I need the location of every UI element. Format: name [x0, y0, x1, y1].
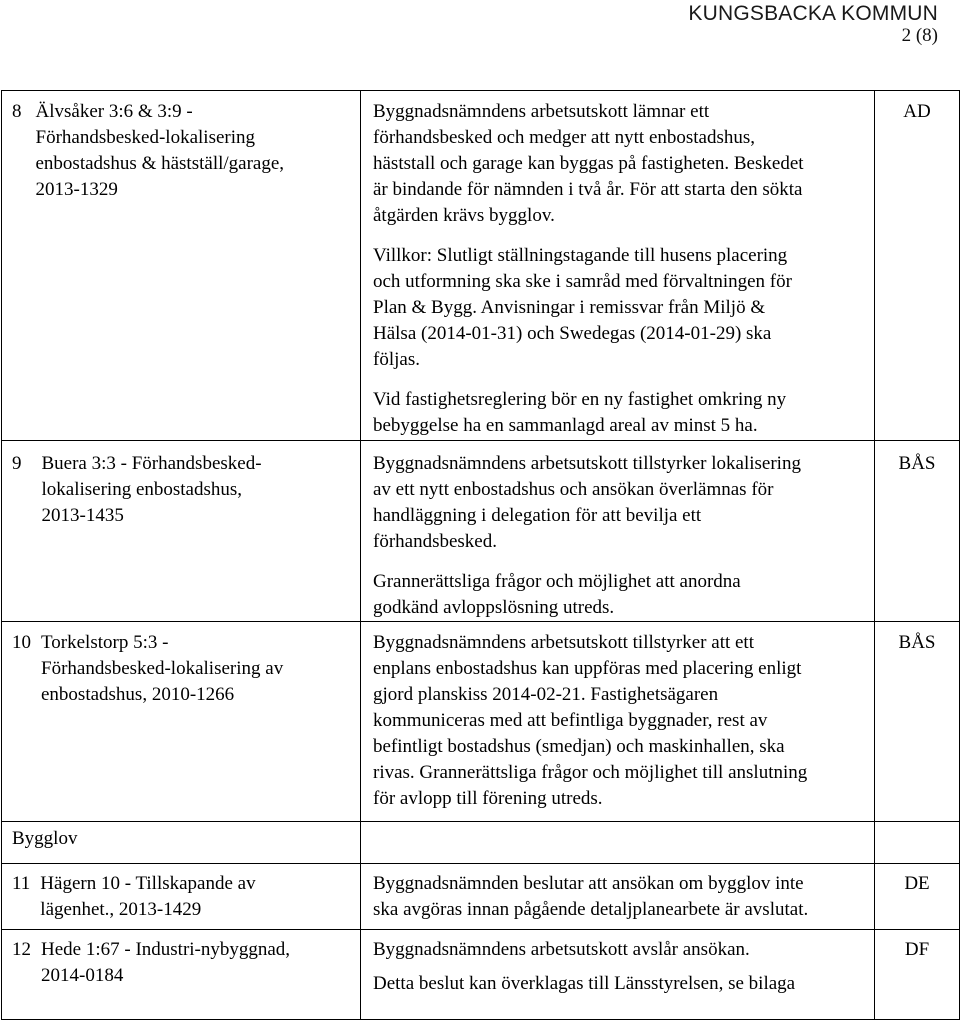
table-row	[2, 441, 960, 622]
item-title: Älvsåker 3:6 & 3:9 - Förhandsbesked-lokalisering enbostadshus & hästställ/garage, 2013-1329	[35, 101, 285, 200]
page-number: 2 (8)	[901, 25, 938, 46]
table-row	[2, 91, 960, 441]
decision-text	[361, 871, 874, 923]
responsible-initials: BÅS	[898, 632, 936, 653]
item-title: Torkelstorp 5:3 - Förhandsbesked-lokalisering av enbostadshus, 2010-1266	[41, 632, 284, 705]
item-title-cell	[2, 99, 360, 203]
decision-text	[361, 630, 874, 812]
decision-paragraph: Grannerättsliga frågor och möjlighet att anordna godkänd avloppslösning utreds.	[373, 571, 741, 618]
table-row	[2, 864, 960, 930]
responsible-initials: DE	[904, 873, 930, 894]
item-title: Hede 1:67 - Industri-nybyggnad, 2014-0184	[41, 939, 291, 986]
item-title-cell	[2, 630, 360, 708]
decision-paragraph: Byggnadsnämnden beslutar att ansökan om bygglov inte ska avgöras innan pågående detaljplanearbete är avslutat.	[373, 873, 809, 920]
decision-paragraph: Byggnadsnämndens arbetsutskott avslår ansökan.	[373, 939, 750, 960]
item-title: Hägern 10 - Tillskapande av lägenhet., 2013-1429	[40, 873, 256, 920]
decision-paragraph: Vid fastighetsreglering bör en ny fastighet omkring ny bebyggelse ha en sammanlagd areal av minst 5 ha.	[373, 389, 787, 436]
organization-name: KUNGSBACKA KOMMUN	[688, 2, 938, 25]
item-number: 11	[12, 873, 31, 894]
item-title-cell	[2, 451, 360, 529]
decision-paragraph: Byggnadsnämndens arbetsutskott tillstyrker lokalisering av ett nytt enbostadshus och ansökan överlämnas för handläggning i delegation för att bevilja ett förhandsbesked.	[373, 453, 801, 552]
item-title: Buera 3:3 - Förhandsbesked- lokalisering enbostadshus, 2013-1435	[41, 453, 262, 526]
decision-paragraph: Villkor: Slutligt ställningstagande till husens placering och utformning ska ske i samråd med förvaltningen för Plan & Bygg. Anvisningar i remissvar från Miljö & Hälsa (2014-01-31) och Swedegas (2014-01-29) ska följas.	[373, 245, 792, 370]
table-row	[2, 622, 960, 822]
table-row	[2, 930, 960, 1020]
decision-text	[361, 937, 874, 997]
responsible-initials: BÅS	[898, 453, 936, 474]
item-title-cell	[2, 937, 360, 989]
decision-text	[361, 451, 874, 621]
decision-paragraph: Byggnadsnämndens arbetsutskott tillstyrker att ett enplans enbostadshus kan uppföras med placering enligt gjord planskiss 2014-02-21. Fastighetsägaren kommuniceras med att befintliga byggnader, rest av befintligt bostadshus (smedjan) och maskinhallen, ska rivas. Grannerättsliga frågor och möjlighet till anslutning för avlopp till förening utreds.	[373, 632, 808, 809]
responsible-initials: AD	[903, 101, 931, 122]
responsible-initials: DF	[904, 939, 930, 960]
decision-paragraph: Detta beslut kan överklagas till Länsstyrelsen, se bilaga	[373, 973, 796, 994]
section-heading: Bygglov	[12, 828, 78, 849]
item-title-cell	[2, 871, 360, 923]
item-number: 12	[12, 939, 31, 960]
section-row	[2, 822, 960, 864]
item-number: 8	[12, 101, 22, 122]
item-number: 10	[12, 632, 31, 653]
item-number: 9	[12, 453, 22, 474]
decision-text	[361, 99, 874, 439]
decisions-table	[1, 90, 960, 1020]
decision-paragraph: Byggnadsnämndens arbetsutskott lämnar ett förhandsbesked och medger att nytt enbostadshus, häststall och garage kan byggas på fastigheten. Beskedet är bindande för nämnden i två år. För att starta den sökta åtgärden krävs bygglov.	[373, 101, 804, 226]
